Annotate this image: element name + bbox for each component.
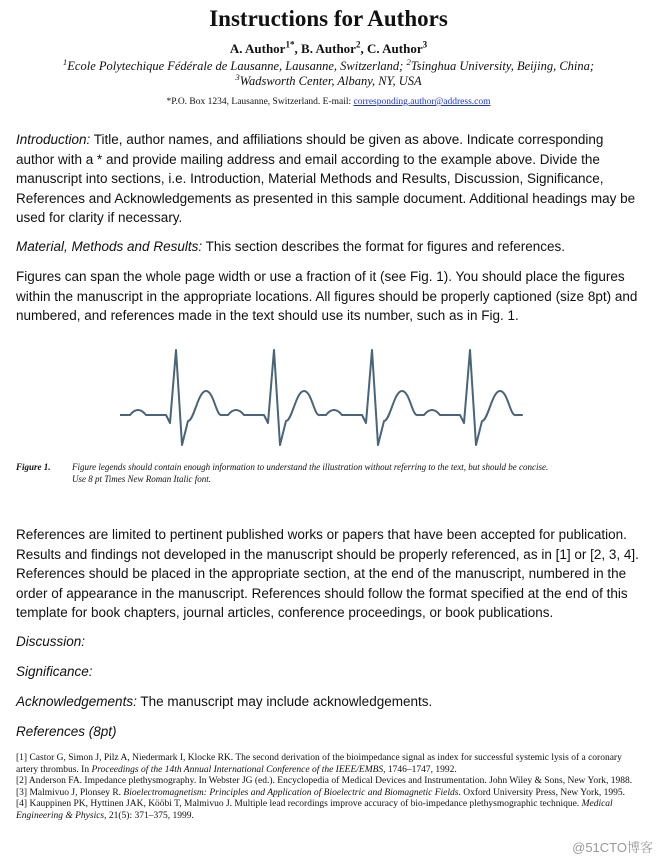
ecg-figure [120, 340, 540, 450]
heading-text: References (8pt) [16, 724, 117, 739]
paragraph-text: This section describes the format for figures and references. [202, 239, 566, 254]
reference-item [16, 788, 644, 800]
methods-paragraph [16, 237, 642, 257]
ref-text: , 1746–1747, 1992. [383, 764, 457, 775]
author-affil-mark: 3 [422, 39, 428, 50]
author-name: B. Author [301, 41, 356, 56]
heading-text: Discussion: [16, 634, 86, 649]
ref-italic: Proceedings of the 14th Annual International Conference of the IEEE/EMBS [91, 764, 384, 775]
paragraph-text: The manuscript may include acknowledgements. [136, 694, 433, 709]
reference-item [16, 799, 644, 822]
author-list: A. Author$^{1*}$, B. Author$^2$, C. Author$^3$ [229, 39, 428, 56]
reference-item [16, 776, 644, 788]
paragraph-text: Title, author names, and affiliations should be given as above. Indicate corresponding author with a * and provide mailing address and email according to the example above. Divide the manuscript into sections, i.e. Introduction, Material Methods and Results, Discussion, Significance, References and Acknowledgements as presented in this sample document. Additional headings may be used for clarity if necessary. [16, 132, 636, 225]
ref-text: , 21(5): 371–375, 1999. [104, 810, 194, 821]
contact-address: *P.O. Box 1234, Lausanne, Switzerland. E-mail: [166, 97, 354, 107]
intro-paragraph [16, 130, 642, 228]
discussion-heading [16, 632, 642, 652]
email-link[interactable]: corresponding.author@address.com [353, 97, 491, 107]
ref-text: [2] Anderson FA. Impedance plethysmography. In Webster JG (ed.). Encyclopedia of Medical Devices and Instrumentation. John Wiley & Sons, New York, 1988. [16, 776, 633, 786]
figure-caption [16, 462, 642, 485]
author-affil-mark: 1* [285, 39, 295, 50]
heading-text: Significance: [16, 664, 93, 679]
affil-mark: 3 [235, 71, 240, 82]
affiliations-line-2 [0, 71, 657, 89]
affiliation-text: Wadsworth Center, Albany, NY, USA [239, 74, 422, 88]
affil-mark: 1 [62, 56, 68, 67]
page-title: Instructions for Authors [209, 6, 448, 31]
author-name: C. Author [367, 41, 423, 56]
section-label: Introduction: [16, 132, 91, 147]
section-label: Acknowledgements: [16, 694, 137, 709]
reference-item [16, 753, 644, 776]
section-label: Material, Methods and Results: [16, 239, 203, 254]
affiliation-text: Tsinghua University, Beijing, China; [410, 59, 595, 73]
ref-italic: Bioelectromagnetism: Principles and Application of Bioelectric and Biomagnetic Fields [123, 787, 459, 798]
ref-text: . Oxford University Press, New York, 1995. [458, 787, 625, 798]
affiliation-text: Ecole Polytechique Fédérale de Lausanne, Lausanne, Switzerland; [67, 59, 407, 73]
caption-text-2: Use 8 pt Times New Roman Italic font. [72, 473, 211, 484]
author-affil-mark: 2 [355, 39, 361, 50]
contact-info [0, 97, 657, 107]
author-name: A. Author [229, 41, 286, 56]
ref-text: [1] Castor G, Simon J, Pilz A, Niedermark I, Klocke RK. The second derivation of the bioimpedance signal as index for successful systemic lysis of a coronary artery thrombus. In [16, 753, 622, 775]
caption-text: Figure legends should contain enough information to understand the illustration without referring to the text, but should be concise. [72, 462, 549, 472]
figures-paragraph: Figures can span the whole page width or use a fraction of it (see Fig. 1). You should place the figures within the manuscript in the appropriate locations. All figures should be properly captioned (size 8pt) and numbered, and references made in the text should use its number, such as in Fig. 1. [16, 269, 638, 323]
figure-label: Figure 1. [16, 462, 51, 472]
ref-italic: Medical Engineering & Physics [16, 799, 613, 821]
watermark: @51CTO博客 [572, 840, 653, 855]
ecg-waveform [120, 350, 522, 445]
affiliations-line-1 [0, 56, 657, 74]
references-heading [16, 722, 642, 742]
acknowledgements-paragraph [16, 692, 642, 712]
reference-list [16, 753, 644, 822]
affil-mark: 2 [406, 56, 411, 67]
references-paragraph: References are limited to pertinent published works or papers that have been accepted for publication. Results and findings not developed in the manuscript should be properly referenced, as in [1] or [2, 3, 4]. References should be placed in the appropriate section, at the end of the manuscript, numbered in the order of appearance in the manuscript. References should follow the format specified at the end of this template for book chapters, journal articles, conference proceedings, or book publications. [16, 527, 639, 620]
significance-heading [16, 662, 642, 682]
ref-text: [4] Kauppinen PK, Hyttinen JAK, Kööbi T, Malmivuo J. Multiple lead recordings improve accuracy of bio-impedance plethysmographic technique. [16, 799, 582, 809]
ref-text: [3] Malmivuo J, Plonsey R. [16, 787, 124, 798]
